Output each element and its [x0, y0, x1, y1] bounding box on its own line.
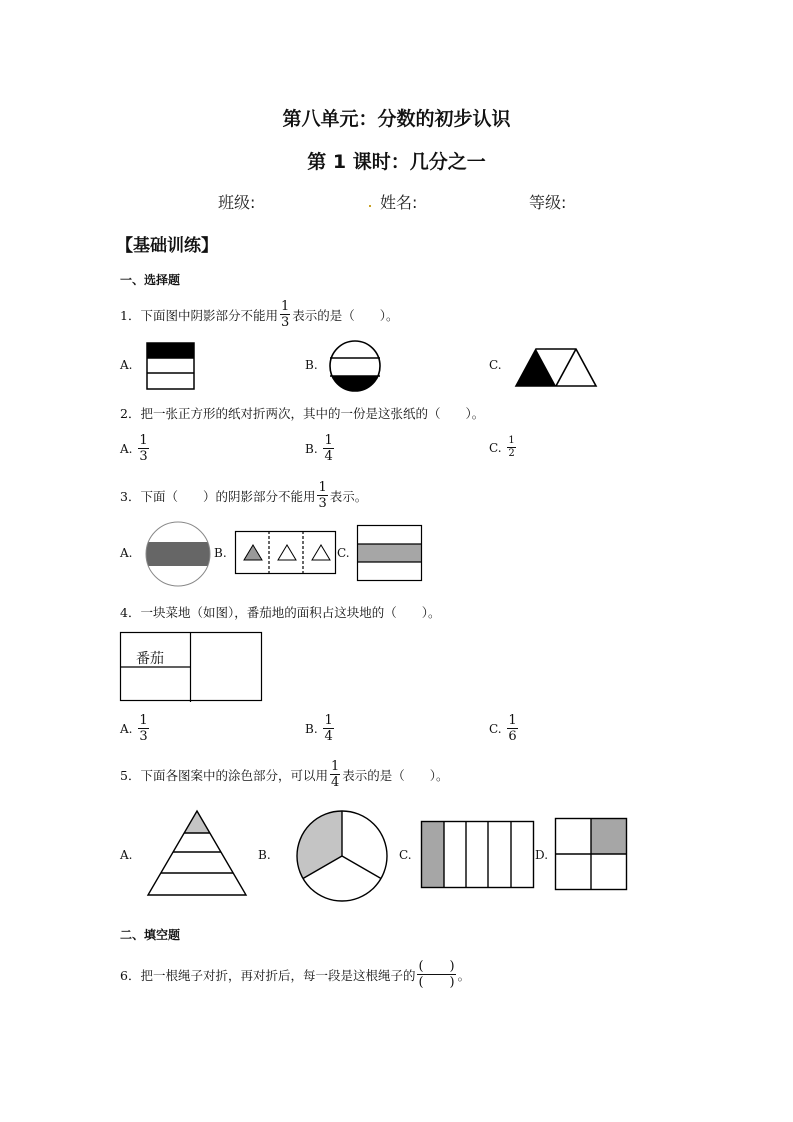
question-1: [120, 300, 399, 329]
section-title: 【基础训练】: [116, 236, 218, 256]
denominator: 4: [324, 729, 333, 744]
q1-option-a-label[interactable]: A.: [120, 358, 133, 372]
name-label: 姓名:: [380, 193, 418, 212]
denominator: 2: [508, 448, 515, 459]
q3-option-a-label[interactable]: A.: [120, 546, 133, 560]
answer-fraction-blank[interactable]: [417, 960, 455, 989]
fraction: [323, 714, 333, 743]
numerator: 1: [280, 299, 290, 314]
q1-option-b-label[interactable]: B.: [305, 358, 318, 372]
option-label: A.: [120, 441, 133, 456]
fraction: [323, 434, 333, 463]
q3-option-c-figure: [357, 525, 423, 582]
option-label: C.: [489, 721, 502, 736]
question-3-text: 3．下面（ ）的阴影部分不能用: [120, 488, 316, 504]
class-label: 班级:: [218, 193, 256, 212]
fraction: [507, 436, 515, 459]
q5-option-c-figure: [421, 821, 535, 889]
q3-option-b-figure: [235, 531, 337, 575]
question-2: 2．把一张正方形的纸对折两次，其中的一份是这张纸的（ ）。: [120, 406, 485, 421]
denominator: 4: [324, 449, 333, 464]
numerator: 1: [324, 433, 333, 448]
fraction: [507, 714, 517, 743]
denominator: 4: [330, 775, 340, 790]
option-label: B.: [305, 721, 318, 736]
question-5-text: 5．下面各图案中的涂色部分，可以用: [120, 767, 328, 783]
fraction: [138, 714, 148, 743]
fraction: [138, 434, 148, 463]
denominator: 3: [318, 496, 327, 511]
q2-option-a[interactable]: [120, 434, 151, 463]
q1-option-b-figure: [328, 340, 384, 394]
denominator: 3: [139, 729, 148, 744]
fraction: [330, 760, 340, 789]
question-4: 4．一块菜地（如图），番茄地的面积占这块地的（ ）。: [120, 605, 441, 620]
denominator: 6: [508, 729, 517, 744]
option-label: C.: [489, 440, 502, 455]
numerator: 1: [508, 713, 517, 728]
q4-option-b[interactable]: [305, 714, 336, 743]
question-6-suffix: 。: [457, 967, 471, 983]
q4-option-a[interactable]: [120, 714, 151, 743]
q5-option-a-label[interactable]: A.: [120, 848, 133, 862]
fraction: [317, 481, 327, 510]
q5-option-b-label[interactable]: B.: [258, 848, 271, 862]
tomato-label: 番茄: [136, 651, 164, 667]
page-subtitle: 第 1 课时：几分之一: [307, 151, 486, 173]
part-fill-heading: 二、填空题: [120, 928, 181, 942]
numerator: 1: [330, 759, 340, 774]
question-3-suffix: 表示。: [329, 488, 368, 504]
numerator: 1: [508, 435, 515, 446]
question-6: [120, 960, 470, 989]
q1-option-c-figure: [515, 347, 599, 389]
numerator: 1: [139, 433, 148, 448]
q5-option-a-figure: [147, 810, 249, 896]
q5-option-d-label[interactable]: D.: [535, 848, 549, 862]
numerator: 1: [139, 713, 148, 728]
q5-option-c-label[interactable]: C.: [399, 848, 412, 862]
numerator: 1: [318, 480, 327, 495]
fraction: [280, 300, 290, 329]
decorative-dot: [369, 205, 371, 207]
denominator: 3: [139, 449, 148, 464]
numerator-blank[interactable]: ( ): [418, 959, 455, 974]
q1-option-c-label[interactable]: C.: [489, 358, 502, 372]
denominator: 3: [280, 315, 290, 330]
grade-label: 等级:: [529, 193, 567, 212]
page-title: 第八单元：分数的初步认识: [282, 108, 511, 130]
q3-option-a-figure: [145, 521, 213, 589]
option-label: B.: [305, 441, 318, 456]
question-1-text: 1．下面图中阴影部分不能用: [120, 307, 278, 323]
q5-option-d-figure: [555, 818, 628, 891]
q3-option-b-label[interactable]: B.: [214, 546, 227, 560]
q2-option-b[interactable]: [305, 434, 336, 463]
question-5: [120, 760, 449, 789]
q1-option-a-figure: [146, 342, 196, 390]
part-choice-heading: 一、选择题: [120, 273, 181, 287]
q4-option-c[interactable]: [489, 714, 520, 743]
q5-option-b-figure: [296, 810, 388, 902]
q2-option-c[interactable]: [489, 436, 518, 459]
numerator: 1: [324, 713, 333, 728]
question-6-text: 6．把一根绳子对折，再对折后，每一段是这根绳子的: [120, 967, 416, 983]
question-3: [120, 481, 367, 510]
q3-option-c-label[interactable]: C.: [337, 546, 350, 560]
question-5-suffix: 表示的是（ ）。: [342, 767, 449, 783]
question-1-suffix: 表示的是（ ）。: [292, 307, 399, 323]
option-label: A.: [120, 721, 133, 736]
denominator-blank[interactable]: ( ): [418, 975, 455, 990]
